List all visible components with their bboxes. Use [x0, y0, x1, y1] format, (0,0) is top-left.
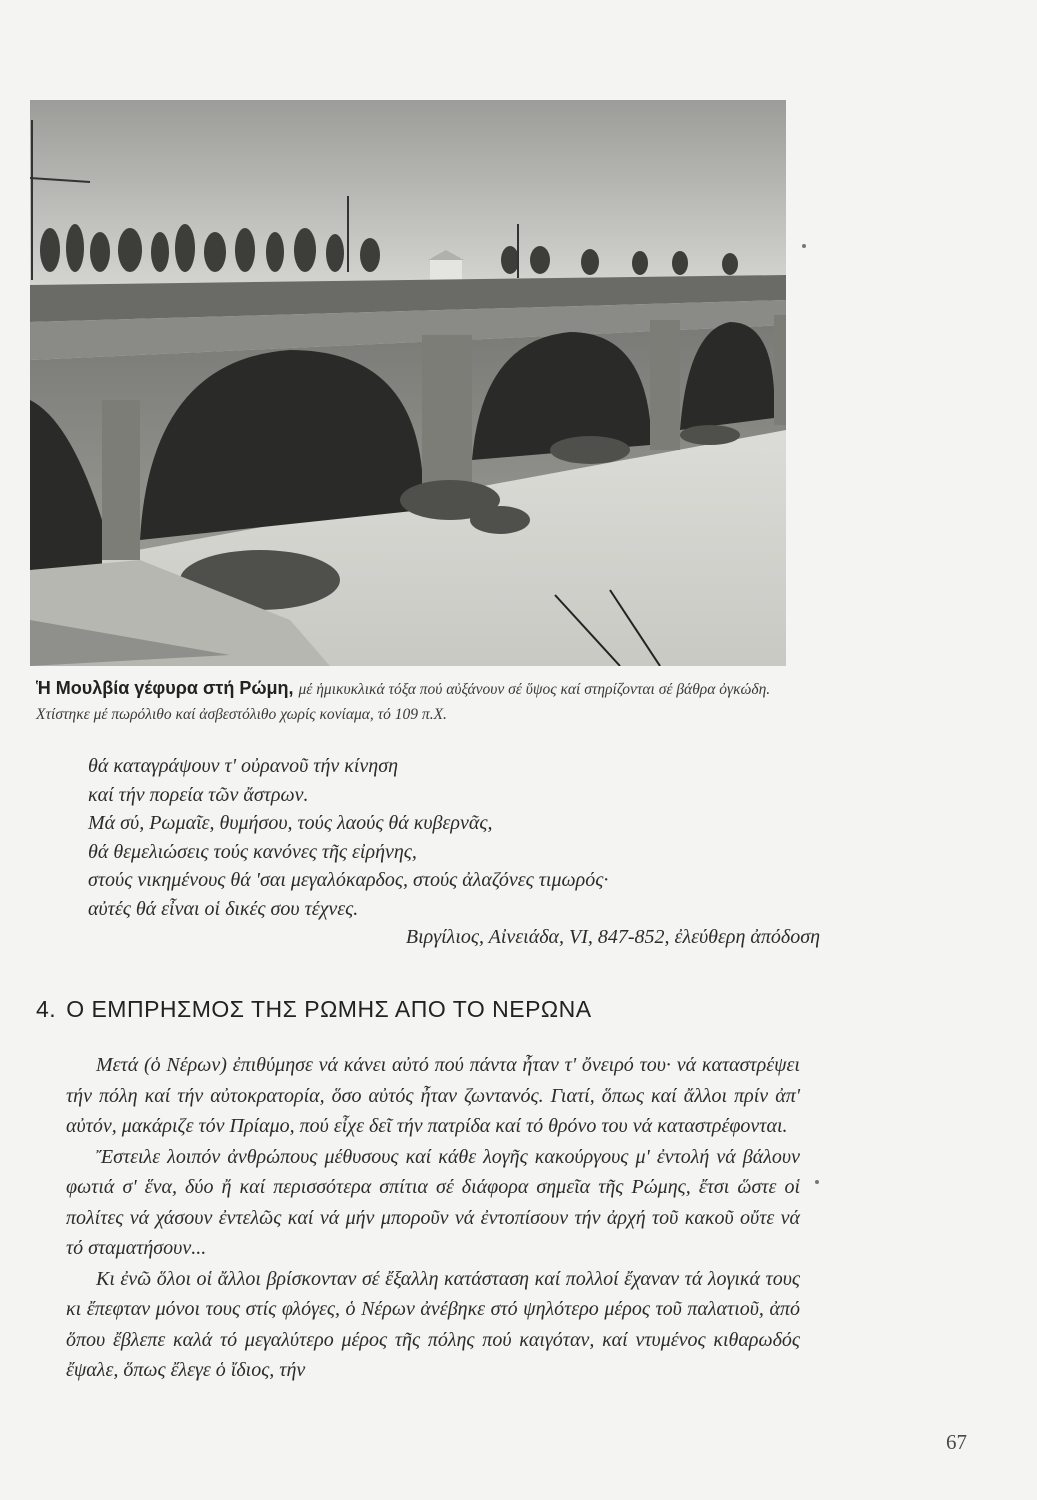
photo-caption	[36, 676, 796, 727]
sky	[30, 100, 786, 300]
caption-text: μέ ἡμικυκλικά τόξα πού αὐξάνουν σέ ὕψος καί στηρίζονται σέ βάθρα ὀγκώδη. Χτίστηκε μέ πωρόλιθο καί ἀσβεστόλιθο χωρίς κονίαμα, τό 109 π.Χ.	[36, 681, 771, 723]
poem-line: καί τήν πορεία τῶν ἄστρων.	[88, 783, 309, 806]
paragraph: Μετά (ὁ Νέρων) ἐπιθύμησε νά κάνει αὐτό πού πάντα ἦταν τ' ὄνειρό του· νά καταστρέψει τήν πόλη καί τήν αὐτοκρατορία, ὅσο αὐτός ἦταν ζωντανός. Γιατί, ὅπως καί ἄλλοι πρίν ἀπ' αὐτόν, μακάριζε τόν Πρίαμο, πού εἶχε δεῖ τήν πατρίδα καί τό θρόνο του νά καταστρέφονται.	[66, 1054, 800, 1137]
paragraph: Ἔστειλε λοιπόν ἀνθρώπους μέθυσους καί κάθε λογῆς κακούργους μ' ἐντολή νά βάλουν φωτιά σ' ἕνα, δύο ἤ καί περισσότερα σπίτια σέ διάφορα σημεῖα τῆς Ρώμης, ἔτσι ὥστε οἱ πολίτες νά χάσουν ἐντελῶς καί νά μήν μποροῦν νά ἐντοπίσουν τήν ἀρχή τοῦ κακοῦ οὔτε νά τό σταματήσουν...	[66, 1145, 800, 1259]
caption-title: Ἡ Μουλβία γέφυρα στή Ρώμη,	[36, 678, 294, 698]
poem-line: θά καταγράψουν τ' οὐρανοῦ τήν κίνηση	[88, 755, 398, 777]
small-building	[430, 258, 462, 280]
page-number: 67	[946, 1430, 967, 1454]
poem-attribution: Βιργίλιος, Αἰνειάδα, VI, 847-852, ἐλεύθερη ἀπόδοση	[405, 926, 820, 948]
poem-line: Μά σύ, Ρωμαῖε, θυμήσου, τούς λαούς θά κυβερνᾶς,	[88, 812, 493, 834]
poem-line: θά θεμελιώσεις τούς κανόνες τῆς εἰρήνης,	[88, 840, 417, 863]
poem-excerpt	[88, 752, 828, 952]
poem-line: αὐτές θά εἶναι οἱ δικές σου τέχνες.	[88, 897, 359, 920]
bridge-photo	[30, 100, 786, 666]
scan-dot	[802, 244, 806, 248]
bridge-photo-illustration	[30, 100, 786, 666]
poem-line: στούς νικημένους θά 'σαι μεγαλόκαρδος, στούς ἀλαζόνες τιμωρός·	[88, 869, 609, 891]
body-text	[66, 1050, 800, 1386]
section-title: Ο ΕΜΠΡΗΣΜΟΣ ΤΗΣ ΡΩΜΗΣ ΑΠΟ ΤΟ ΝΕΡΩΝΑ	[66, 996, 592, 1022]
paragraph: Κι ἐνῶ ὅλοι οἱ ἄλλοι βρίσκονταν σέ ἔξαλλη κατάσταση καί πολλοί ἔχαναν τά λογικά τους κι ἔπεφταν μόνοι τους στίς φλόγες, ὁ Νέρων ἀνέβηκε στό ψηλότερο μέρος τοῦ παλατιοῦ, ἀπό ὅπου ἔβλεπε καλά τό μεγαλύτερο μέρος τῆς πόλης πού καιγόταν, καί ντυμένος κιθαρωδός ἔψαλε, ὅπως ἔλεγε ὁ ἴδιος, τήν	[66, 1267, 800, 1381]
section-number: 4.	[36, 996, 57, 1022]
section-heading	[36, 996, 592, 1023]
scan-dot	[815, 1180, 819, 1184]
